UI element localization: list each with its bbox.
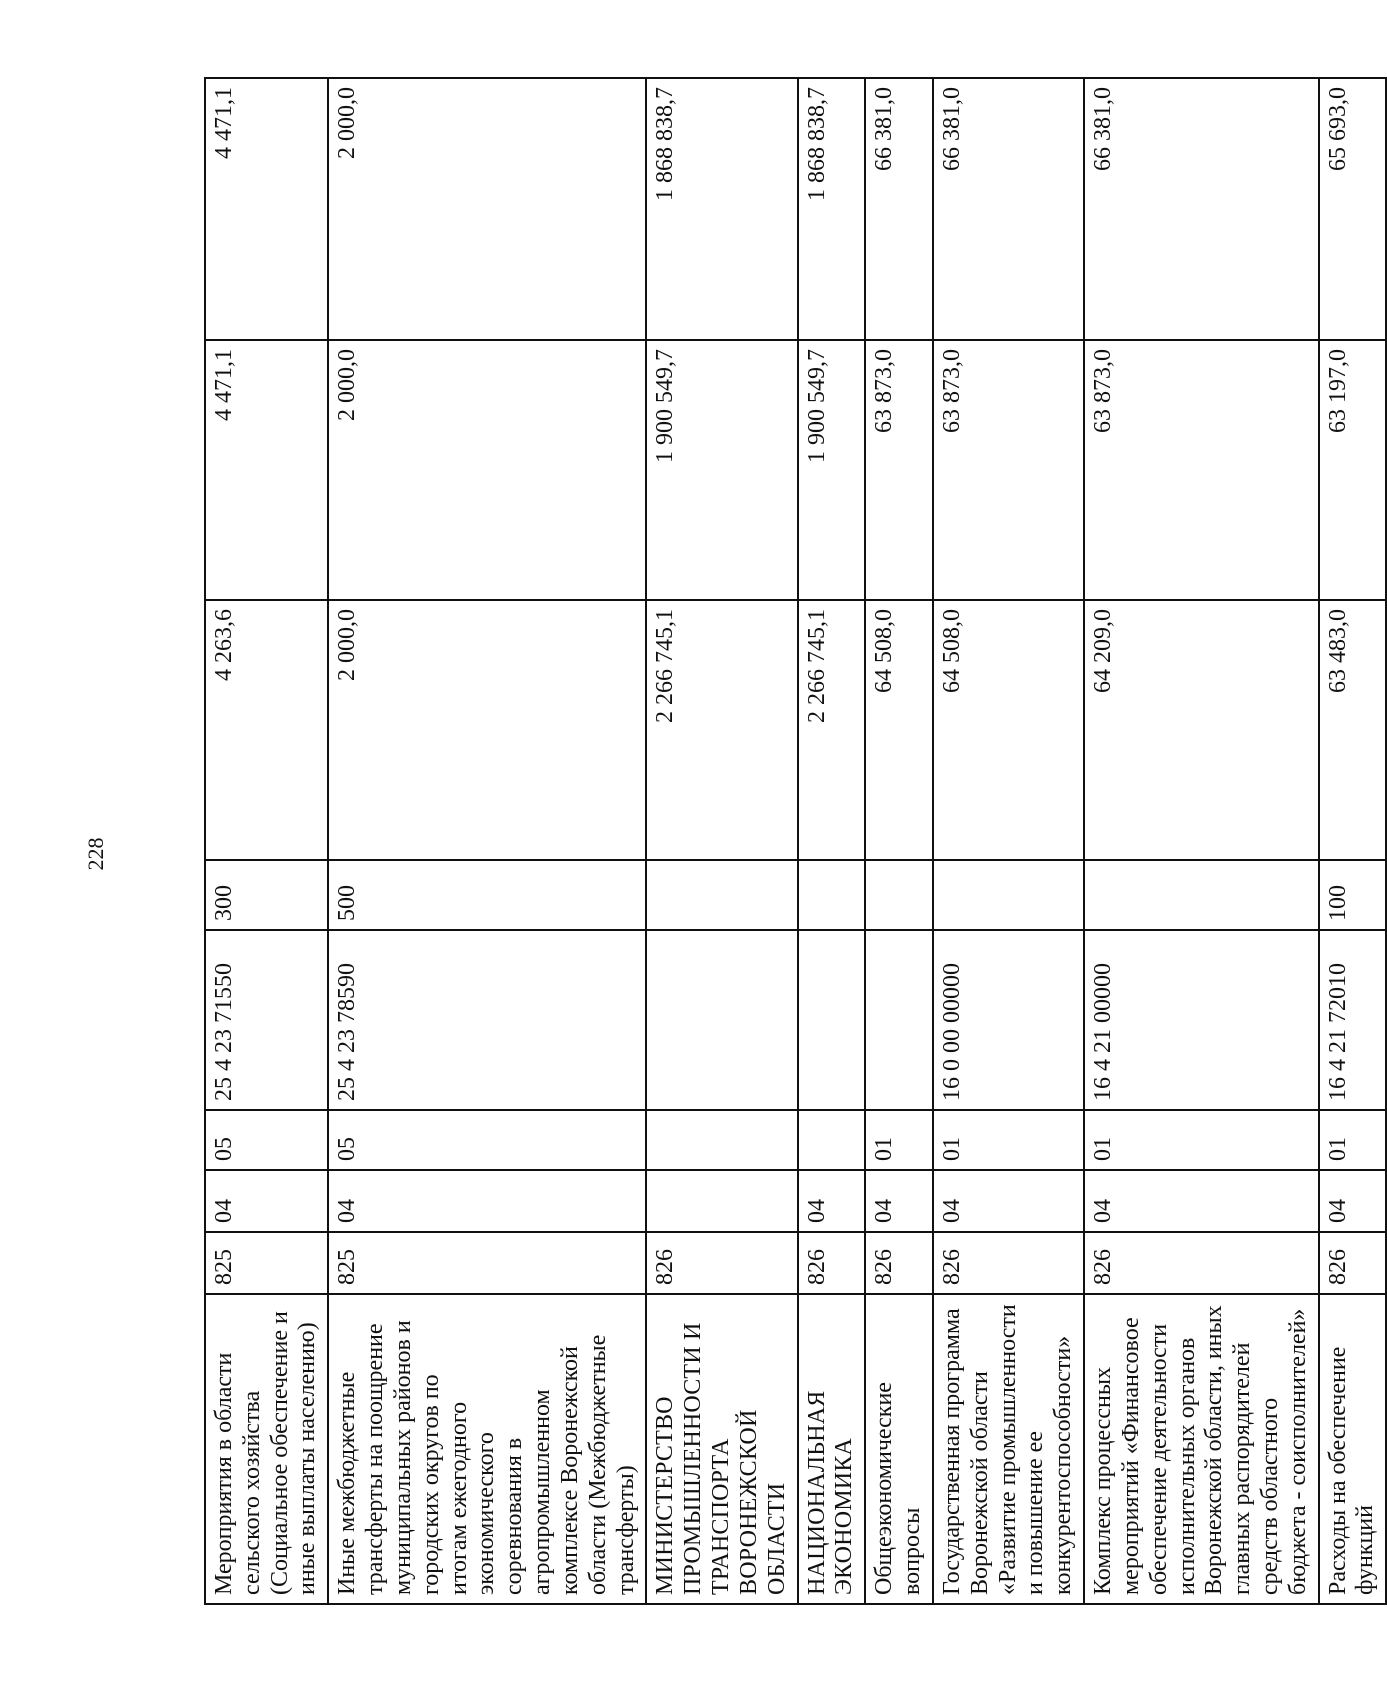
cell-vr: 100 — [1319, 860, 1387, 930]
page-number: 228 — [83, 837, 108, 871]
cell-gr: 826 — [933, 1232, 1084, 1294]
cell-pr: 01 — [1319, 1110, 1387, 1170]
cell-year1: 4 263,6 — [205, 600, 328, 860]
row-name: Расходы на обеспечение функций — [1319, 1294, 1387, 1604]
row-name: НАЦИОНАЛЬНАЯ ЭКОНОМИКА — [798, 1294, 866, 1604]
table-row — [798, 78, 866, 1604]
cell-csr: 16 0 00 00000 — [933, 930, 1084, 1110]
cell-year2: 1 900 549,7 — [646, 340, 797, 600]
cell-csr: 16 4 21 72010 — [1319, 930, 1387, 1110]
cell-pr: 05 — [205, 1110, 328, 1170]
cell-year2: 1 900 549,7 — [798, 340, 866, 600]
cell-year3: 66 381,0 — [933, 78, 1084, 340]
cell-csr: 25 4 23 71550 — [205, 930, 328, 1110]
cell-gr: 826 — [1319, 1232, 1387, 1294]
cell-rz: 04 — [205, 1170, 328, 1232]
cell-year1: 64 209,0 — [1084, 600, 1319, 860]
cell-year3: 1 868 838,7 — [646, 78, 797, 340]
cell-pr: 01 — [933, 1110, 1084, 1170]
cell-year2: 63 873,0 — [933, 340, 1084, 600]
cell-year1: 2 266 745,1 — [646, 600, 797, 860]
cell-year2: 63 873,0 — [1084, 340, 1319, 600]
table-row — [933, 78, 1084, 1604]
cell-year3: 4 471,1 — [205, 78, 328, 340]
cell-rz: 04 — [1084, 1170, 1319, 1232]
row-name: Мероприятия в области сельского хозяйства (Социальное обеспечение и иные выплаты населению) — [205, 1294, 328, 1604]
cell-gr: 826 — [798, 1232, 866, 1294]
cell-csr: 25 4 23 78590 — [328, 930, 646, 1110]
cell-vr — [865, 860, 933, 930]
cell-year2: 63 197,0 — [1319, 340, 1387, 600]
cell-pr: 01 — [1084, 1110, 1319, 1170]
row-name: МИНИСТЕРСТВО ПРОМЫШЛЕННОСТИ И ТРАНСПОРТА ВОРОНЕЖСКОЙ ОБЛАСТИ — [646, 1294, 797, 1604]
table-row — [865, 78, 933, 1604]
cell-year1: 2 000,0 — [328, 600, 646, 860]
cell-rz: 04 — [328, 1170, 646, 1232]
cell-year1: 64 508,0 — [933, 600, 1084, 860]
cell-year2: 4 471,1 — [205, 340, 328, 600]
cell-pr — [798, 1110, 866, 1170]
table-row — [1319, 78, 1387, 1604]
table-row — [1084, 78, 1319, 1604]
cell-rz: 04 — [933, 1170, 1084, 1232]
cell-gr: 826 — [646, 1232, 797, 1294]
rotated-table-container — [204, 79, 1379, 1605]
table-row — [205, 78, 328, 1604]
cell-csr — [646, 930, 797, 1110]
cell-year3: 2 000,0 — [328, 78, 646, 340]
budget-table — [204, 77, 1387, 1605]
cell-vr — [1084, 860, 1319, 930]
cell-vr: 500 — [328, 860, 646, 930]
cell-year1: 64 508,0 — [865, 600, 933, 860]
cell-year3: 66 381,0 — [1084, 78, 1319, 340]
table-row — [328, 78, 646, 1604]
cell-pr: 01 — [865, 1110, 933, 1170]
cell-vr — [646, 860, 797, 930]
cell-gr: 826 — [1084, 1232, 1319, 1294]
cell-pr — [646, 1110, 797, 1170]
table-row — [646, 78, 797, 1604]
cell-gr: 825 — [328, 1232, 646, 1294]
cell-year1: 2 266 745,1 — [798, 600, 866, 860]
cell-year3: 1 868 838,7 — [798, 78, 866, 340]
cell-csr — [798, 930, 866, 1110]
row-name: Государственная программа Воронежской области «Развитие промышленности и повышение ее конкурентоспособности» — [933, 1294, 1084, 1604]
cell-csr: 16 4 21 00000 — [1084, 930, 1319, 1110]
row-name: Иные межбюджетные трансферты на поощрение муниципальных районов и городских округов по итогам ежегодного экономического соревнования в агропромышленном комплексе Воронежской области (Межбюджетные трансферты) — [328, 1294, 646, 1604]
cell-csr — [865, 930, 933, 1110]
cell-rz: 04 — [1319, 1170, 1387, 1232]
row-name: Общеэкономические вопросы — [865, 1294, 933, 1604]
cell-rz: 04 — [798, 1170, 866, 1232]
cell-vr — [933, 860, 1084, 930]
cell-vr — [798, 860, 866, 930]
cell-year3: 66 381,0 — [865, 78, 933, 340]
cell-pr: 05 — [328, 1110, 646, 1170]
cell-rz: 04 — [865, 1170, 933, 1232]
row-name: Комплекс процессных мероприятий «Финансовое обеспечение деятельности исполнительных органов Воронежской области, иных главных распорядителей средств областного бюджета - соисполнителей» — [1084, 1294, 1319, 1604]
cell-gr: 826 — [865, 1232, 933, 1294]
cell-rz — [646, 1170, 797, 1232]
cell-year3: 65 693,0 — [1319, 78, 1387, 340]
cell-vr: 300 — [205, 860, 328, 930]
cell-gr: 825 — [205, 1232, 328, 1294]
cell-year1: 63 483,0 — [1319, 600, 1387, 860]
cell-year2: 2 000,0 — [328, 340, 646, 600]
cell-year2: 63 873,0 — [865, 340, 933, 600]
